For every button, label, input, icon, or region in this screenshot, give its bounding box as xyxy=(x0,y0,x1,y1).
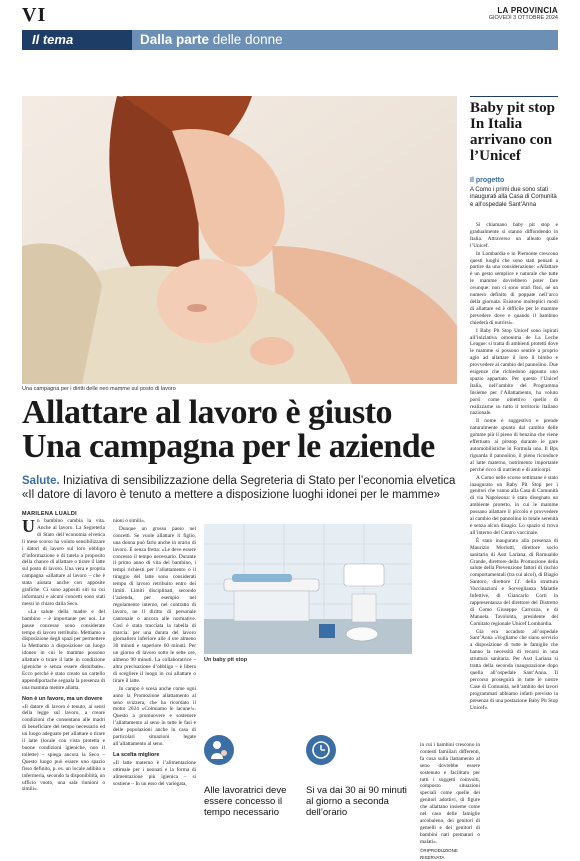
article-column-1 xyxy=(22,518,105,843)
section-title-rest: delle donne xyxy=(209,32,283,47)
section-title xyxy=(140,32,283,47)
paragraph: È stato inaugurato alla presenza di Maurizio Morlotti, direttore socio sanitario di Asst Lariana, di Romualdo Grande, direttore della Promozione della salute della Prevenzione fattori di rischio comportamentali (tra cui alcol), di Biagio Santoro, direttore f.f. della struttura Vaccinazioni e Sorveglianza Malattie Infettive, di Giancarlo Corti in rappresentanza del direttore del Distretto di Como Giuseppe Carrozza, e di Manuela Tavolonta, presidente del Comitato regionale Unicef Lombardia. xyxy=(470,537,558,627)
sidebar-description: A Como i primi due sono stati inaugurati alla Casa di Comunità e all’ospedale Sant’Anna xyxy=(470,187,557,208)
sidebar-column xyxy=(470,222,558,840)
mother-baby-illustration xyxy=(22,96,457,384)
main-photo xyxy=(22,96,457,384)
paragraph-text: n bambino cambia la vita. Anche al lavoro. La Segreteria di Stato dell’economia elvetica li mese scorso ha voluto sensibilizzare i datori di lavoro sul loro obbligo d’informazione e di tutela a proposito della chance di allattare o tirare il latte sul posto di lavoro. Una vera e propria campagna «allattare al lavoro – che è stata aiutata anche con apposite grafiche. Ci sono appositi siti su cui informarsi e alcuni concetti sono stati messi in chiaro dalla Seco. xyxy=(22,518,105,607)
breastfeeding-icon-svg xyxy=(204,735,234,765)
page-number: VI xyxy=(22,4,47,26)
paragraph: Il nome è suggestivo e prende naturalmente spunto dal cambio delle gomme più il pieno di benzina che viene effettuato ai pitstop durante le gare automobilistiche in Formula uno. Il Bps riguarda il pannolino, il pieno riconduce al latte materno, nutrimento importante perché ricco di nutrienti e di anticorpi. xyxy=(470,418,558,473)
section-title-bold: Dalla parte xyxy=(140,32,210,47)
tema-label: Il tema xyxy=(32,32,74,47)
pit-stop-caption: Un baby pit stop xyxy=(204,657,248,663)
headline-line-2: Una campagna per le aziende xyxy=(22,428,435,465)
paragraph: Già era accaduto all’ospedale Sant’Anna «Vogliamo che siano servizio a disposizione di tutte le famiglie che hanno la necessità di recarsi in una struttura sanitaria. Per Asst Lariana si tratta della seconda inaugurazione dopo quella all’ospedale Sant’Anna. Il percorso proseguirà in tutte le nostre Case di Comunità, nell’ambito dei lavori programmati abbiamo infatti previsto la presenza di una postazione Baby Pit Stop Unicef». xyxy=(470,628,558,711)
newspaper-name: LA PROVINCIA xyxy=(497,6,558,15)
subheading: La scelta migliore xyxy=(113,751,160,758)
paragraph: in cui i bambini crescono in contesti familiari differenti, fa cosa sulla llattamento al seno dovrebbe essere sostenuto e facilitato per tutti i soggetti coinvolti, composto situazioni speciali come quelle dei genitori adottivi, di figure che allattano insieme come nel caso delle famiglie arcobaleno, dei genitori di gemelli e dei genitori di bambini nati prematuri o malati». xyxy=(420,742,480,845)
infobox-text: Alle lavoratrici deve essere concesso il tempo necessario xyxy=(204,785,287,818)
infobox-1 xyxy=(204,735,300,818)
headline xyxy=(22,396,462,464)
article-column-2 xyxy=(113,518,196,843)
changing-room-illustration xyxy=(204,524,412,654)
infobox-text: Si va dai 30 ai 90 minuti al giorno a seconda dell’orario xyxy=(306,785,407,818)
paragraph: «Il latte materno è l’alimentazione ottimale per i neonati e la forma di alimentazione più igienica – si sostiene – In un esso del variegata, xyxy=(113,759,196,787)
dropcap: U xyxy=(22,516,35,536)
copyright-note: ©RIPRODUZIONE RISERVATA xyxy=(420,847,458,860)
sidebar-label: Il progetto xyxy=(470,177,505,184)
paragraph: I Baby Pit Stop Unicef sono ispirati all’iniziativa omonima de La Leche League: si tratta di ambienti protetti dove le mamme si possono sentire a proprio agio ad allattare il loro il bimbo e provvedere al cambio del pannolino. Due esigenze che richiedono appunto uno spazio appartato. Per questo l’Unicef Italia, nell’ambito del Programma Insieme per l’Allattamento, ha voluto porsi come obiettivo quello di realizzarne su tutto il territorio italiano nazionale. xyxy=(470,327,558,417)
clock-baby-icon-svg xyxy=(306,735,336,765)
subheading: Non è un favore, ma un dovere xyxy=(22,695,103,702)
subhead-text: Iniziativa di sensibilizzazione della Segreteria di Stato per l’economia elvetica «Il datore di lavoro è tenuto a mettere a disposizione luoghi idonei per le mamme» xyxy=(22,475,456,501)
paragraph: Si chiamano baby pit stop e gradualmente si stanno diffondendo in Italia. Attraverso un alleato quale l’Unicef. xyxy=(470,222,558,249)
byline: MARILENA LUALDI xyxy=(22,511,78,517)
headline-line-1: Allattare al lavoro è giusto xyxy=(22,394,393,431)
breastfeeding-icon xyxy=(204,735,234,765)
paragraph: nioni o simili». xyxy=(113,518,146,524)
paragraph: In campo è scesa anche come ogni anno la Promozione allattamento al seno svizzera, che ha ricordato il motto 2024 «Colmiamo le lacune!». Questo a promuovere e sostenere l’allattamento al seno in tutte le fasi e delle popolazioni anche in caso di particolari situazioni legate all’allattamento al seno. xyxy=(113,685,196,747)
paragraph: Dunque un grosso passo nel concetti. Se vuole allattare il figlio, una donna può farlo anche in orario di lavoro. E senza fretta: «Le deve essere concesso il tempo necessario. Durante il primo anno di vita del bambino, i tempi richiesti per l’allattamento o il tiraggio del latte sono considerati tempo di lavoro retribuito entro dei limiti. Limiti disciplinati, secondo l’azienda, per esempio nel regolamento interno, nel contratto di lavoro, ne il diritto di personale cantonale o ancora alle normative. Così è stata tracciata la tabella di marcia: per una durata del lavoro giornaliero inferiore alle 4 ore almeno 30 minuti e superiore 60 minuti. Per un giorno di lavoro sotto le sette ore, almeno 90 minuti. La collaboratrice – altra precisazione d’obbligo – è libera di scegliere il luogo in cui allattare o tirare il latte. xyxy=(113,525,196,684)
masthead xyxy=(489,7,558,22)
main-photo-caption: Una campagna per i diritti delle neo mamme sul posto di lavoro xyxy=(22,386,176,392)
infobox-2 xyxy=(306,735,414,818)
subhead-tag: Salute. xyxy=(22,475,60,487)
paragraph: A Como nelle scorse settimane è stato inaugurato un Baby Pit Stop per i genitori che vanno alla Casa di Comunità di via Napoleona: è stato disegnato un ambiente protetto, in cui le mamme possano allattare il piccolo e provvedere al cambio del pannolino in totale serenità e senza alcun disagio. Lo spazio si trova all’interno del Centro vaccinale. xyxy=(470,474,558,536)
issue-date: GIOVEDÌ 3 OTTOBRE 2024 xyxy=(488,15,558,21)
paragraph: «Il datore di lavoro è tenuto, ai sensi della legge sul lavoro, a creare condizioni che consentano alle madri di beneficiare del tempo necessario ed un luogo adeguato per allattare o tirare il latte (locale con vista protetta e buone condizioni igieniche, non il toilette) – spiega ancora la Seco – Questo luogo può essere uno spazio fisso definito, p. es. un locale adibito a infermeria, secondo la disponibilità, un ufficio vuoto, una sala riunioni o simili». xyxy=(22,703,105,793)
clock-baby-icon xyxy=(306,735,336,765)
paragraph: In Lombardia e in Piemonte crescono questi luoghi che sono stati pensati a partire da una considerazione: «Allattare è un gesto semplice e naturale che tutte le mamme dovrebbero poter fare ovunque: non ci sono orari fissi, né un numero definito di poppate nell’arco della giornata. Esistono molteplici modi di allattare ed è difficile per le mamme prevedere dove e quando il bambino chiederà di nutrirsi». xyxy=(470,250,558,326)
baby-pit-stop-photo xyxy=(204,524,412,654)
subheadline xyxy=(22,474,462,502)
paragraph xyxy=(22,518,105,608)
sidebar-rule xyxy=(470,96,558,97)
paragraph: «La salute della madre e del bambino – è importante per noi. Le pause concesse sono considerate tempo di lavoro retribuito. Mettiamo a disposizione degli spazi per permettere la Mettiamo a disposizione un luogo idoneo in cui le mamme possono allattare o tirare il latte in condizione igieniche e senza essere disturbate». Ecco perché è stato creato un cartello appendiportache segnala la presenza di una mamma mentre allatta. xyxy=(22,608,105,691)
sidebar-title: Baby pit stop In Italia arrivano con l’Unicef xyxy=(470,100,556,164)
